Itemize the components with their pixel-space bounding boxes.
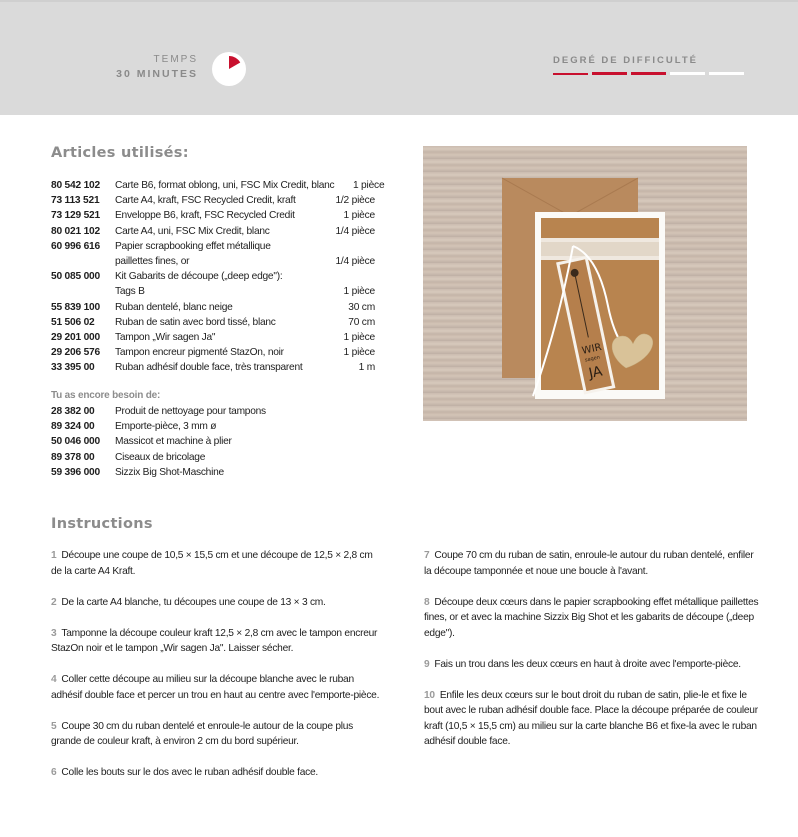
article-code: 80 021 102: [51, 225, 100, 237]
tool-code: 89 324 00: [51, 421, 95, 433]
instruction-step: [424, 657, 759, 673]
tool-row: [51, 434, 375, 449]
difficulty-bar-filled: [592, 72, 627, 75]
step-text: Coller cette découpe au milieu sur la découpe blanche avec le ruban adhésif double face et percer un trou en haut au centre avec l'emporte-pièce.: [51, 674, 380, 701]
time-block: [116, 53, 198, 81]
step-text: Coupe 70 cm du ruban de satin, enroule-le autour du ruban dentelé, enfiler la découpe tamponnée et noue une boucle à l'avant.: [424, 550, 754, 577]
article-description: Ruban adhésif double face, très transparent: [115, 362, 303, 374]
tool-code: 50 046 000: [51, 436, 100, 448]
article-quantity: 1/4 pièce: [335, 256, 375, 268]
article-code: 55 839 100: [51, 301, 100, 313]
article-row: [51, 193, 375, 208]
instruction-step: [51, 548, 381, 579]
step-number: 7: [424, 550, 430, 561]
article-quantity: 1 pièce: [343, 347, 375, 359]
step-number: 10: [424, 689, 435, 701]
step-text: Découpe une coupe de 10,5 × 15,5 cm et une découpe de 12,5 × 2,8 cm de la carte A4 Kraft.: [51, 550, 373, 577]
tool-description: Ciseaux de bricolage: [115, 451, 206, 463]
article-quantity: 1 m: [358, 362, 375, 374]
article-row: [51, 208, 375, 223]
also-needed-title: Tu as encore besoin de:: [51, 390, 161, 401]
step-number: 4: [51, 674, 57, 685]
instructions-column-right: [424, 548, 759, 765]
tool-code: 59 396 000: [51, 466, 100, 478]
article-row: [51, 284, 375, 299]
article-code: 73 129 521: [51, 210, 100, 222]
article-row: [51, 360, 375, 375]
tool-code: 89 378 00: [51, 451, 95, 463]
article-quantity: 1 pièce: [352, 180, 385, 191]
article-description: Tampon „Wir sagen Ja": [115, 332, 216, 344]
article-description: Papier scrapbooking effet métallique: [115, 240, 271, 252]
step-text: Coupe 30 cm du ruban dentelé et enroule-le autour de la coupe plus grande de couleur kraft, à environ 2 cm du bord supérieur.: [51, 720, 354, 747]
tool-description: Produit de nettoyage pour tampons: [115, 406, 266, 417]
difficulty-label: DEGRÉ DE DIFFICULTÉ: [553, 55, 698, 66]
article-code: 73 113 521: [51, 195, 100, 207]
article-description: Tampon encreur pigmenté StazOn, noir: [115, 347, 284, 359]
article-code: 50 085 000: [51, 271, 100, 283]
article-code: [51, 254, 115, 269]
article-code: 80 542 102: [51, 180, 100, 191]
tag-text-sagen: sagen: [584, 354, 601, 364]
article-quantity: [325, 269, 375, 284]
article-row: [51, 300, 375, 315]
article-row: [51, 345, 375, 360]
step-number: 5: [51, 720, 57, 732]
step-text: Découpe deux cœurs dans le papier scrapbooking effet métallique paillettes fines, or et avec la machine Sizzix Big Shot et les gabarits de découpe („deep edge").: [424, 596, 759, 639]
time-value: 30 MINUTES: [116, 68, 198, 80]
tool-description: Massicot et machine à plier: [115, 436, 232, 448]
step-text: Tamponne la découpe couleur kraft 12,5 × 2,8 cm avec le tampon encreur StazOn noir et le tampon „Wir sagen Ja". Laisser sécher.: [51, 627, 378, 654]
tool-description: Sizzix Big Shot-Maschine: [115, 466, 224, 478]
step-number: 1: [51, 550, 57, 561]
article-code: 29 206 576: [51, 347, 100, 359]
article-description: Ruban de satin avec bord tissé, blanc: [115, 316, 276, 328]
step-text: Fais un trou dans les deux cœurs en haut à droite avec l'emporte-pièce.: [434, 658, 741, 670]
article-description: Carte B6, format oblong, uni, FSC Mix Credit, blanc: [115, 180, 335, 191]
step-text: De la carte A4 blanche, tu découpes une coupe de 13 × 3 cm.: [61, 596, 326, 608]
step-number: 6: [51, 767, 57, 778]
article-row: [51, 178, 385, 193]
instructions-title: Instructions: [51, 516, 153, 532]
article-code: 29 201 000: [51, 332, 100, 344]
tag-text-wir: WIR: [581, 342, 603, 357]
instruction-step: [51, 719, 381, 750]
difficulty-bar-empty: [709, 72, 744, 75]
articles-title: Articles utilisés:: [51, 145, 189, 161]
article-description: Ruban dentelé, blanc neige: [115, 301, 233, 313]
difficulty-bar-empty: [670, 72, 705, 75]
step-text: Enfile les deux cœurs sur le bout droit du ruban de satin, plie-le et fixe le bout avec le ruban adhésif double face. Place la découpe préparée de couleur kraft (10,5 × 15,5 cm) au milieu sur la carte blanche B6 et fixe-la avec le ruban adhésif double face.: [424, 689, 758, 747]
article-code: 60 996 616: [51, 240, 100, 252]
article-row: [51, 269, 375, 284]
step-number: 9: [424, 658, 430, 670]
article-description: Tags B: [115, 286, 145, 298]
article-quantity: 1/4 pièce: [335, 225, 375, 237]
instruction-step: [424, 548, 759, 579]
article-description: Kit Gabarits de découpe („deep edge"):: [115, 271, 283, 283]
article-code: [51, 284, 115, 299]
article-description: Carte A4, kraft, FSC Recycled Credit, kraft: [115, 195, 296, 207]
article-quantity: [325, 239, 375, 254]
tool-row: [51, 465, 375, 480]
article-row: [51, 239, 375, 254]
tool-code: 28 382 00: [51, 406, 95, 417]
step-text: Colle les bouts sur le dos avec le ruban adhésif double face.: [61, 767, 319, 778]
article-quantity: 70 cm: [348, 316, 375, 328]
product-photo: [423, 146, 747, 421]
tag-text-ja: JA: [587, 363, 604, 382]
tool-description: Emporte-pièce, 3 mm ø: [115, 421, 217, 433]
article-description: paillettes fines, or: [115, 256, 190, 268]
instruction-step: [424, 688, 759, 750]
instruction-step: [51, 595, 381, 611]
article-description: Enveloppe B6, kraft, FSC Recycled Credit: [115, 210, 295, 222]
article-code: 51 506 02: [51, 316, 95, 328]
time-label: TEMPS: [153, 54, 198, 65]
instruction-step: [51, 672, 381, 703]
article-description: Carte A4, uni, FSC Mix Credit, blanc: [115, 225, 270, 237]
article-quantity: 30 cm: [348, 301, 375, 313]
article-quantity: 1 pièce: [343, 286, 375, 298]
article-row: [51, 315, 375, 330]
also-needed-list: [51, 404, 375, 480]
tool-row: [51, 450, 375, 465]
difficulty-meter: [553, 72, 744, 75]
clock-icon: [212, 52, 246, 86]
difficulty-bar-filled: [553, 73, 588, 75]
lace-pattern: [541, 242, 659, 256]
article-code: 33 395 00: [51, 362, 95, 374]
instruction-step: [424, 595, 759, 642]
article-quantity: 1 pièce: [343, 332, 375, 344]
articles-list: [51, 178, 385, 376]
tool-row: [51, 404, 375, 419]
article-quantity: 1 pièce: [343, 210, 375, 222]
instruction-step: [51, 765, 381, 781]
card-illustration: [423, 146, 747, 421]
article-row: [51, 330, 375, 345]
tool-row: [51, 419, 375, 434]
instruction-step: [51, 626, 381, 657]
instructions-column-left: [51, 548, 381, 796]
step-number: 3: [51, 627, 57, 639]
article-row: [51, 254, 375, 269]
article-row: [51, 224, 375, 239]
step-number: 2: [51, 596, 57, 608]
article-quantity: 1/2 pièce: [335, 195, 375, 207]
step-number: 8: [424, 596, 430, 608]
header-band: [0, 0, 798, 115]
difficulty-bar-filled: [631, 72, 666, 75]
